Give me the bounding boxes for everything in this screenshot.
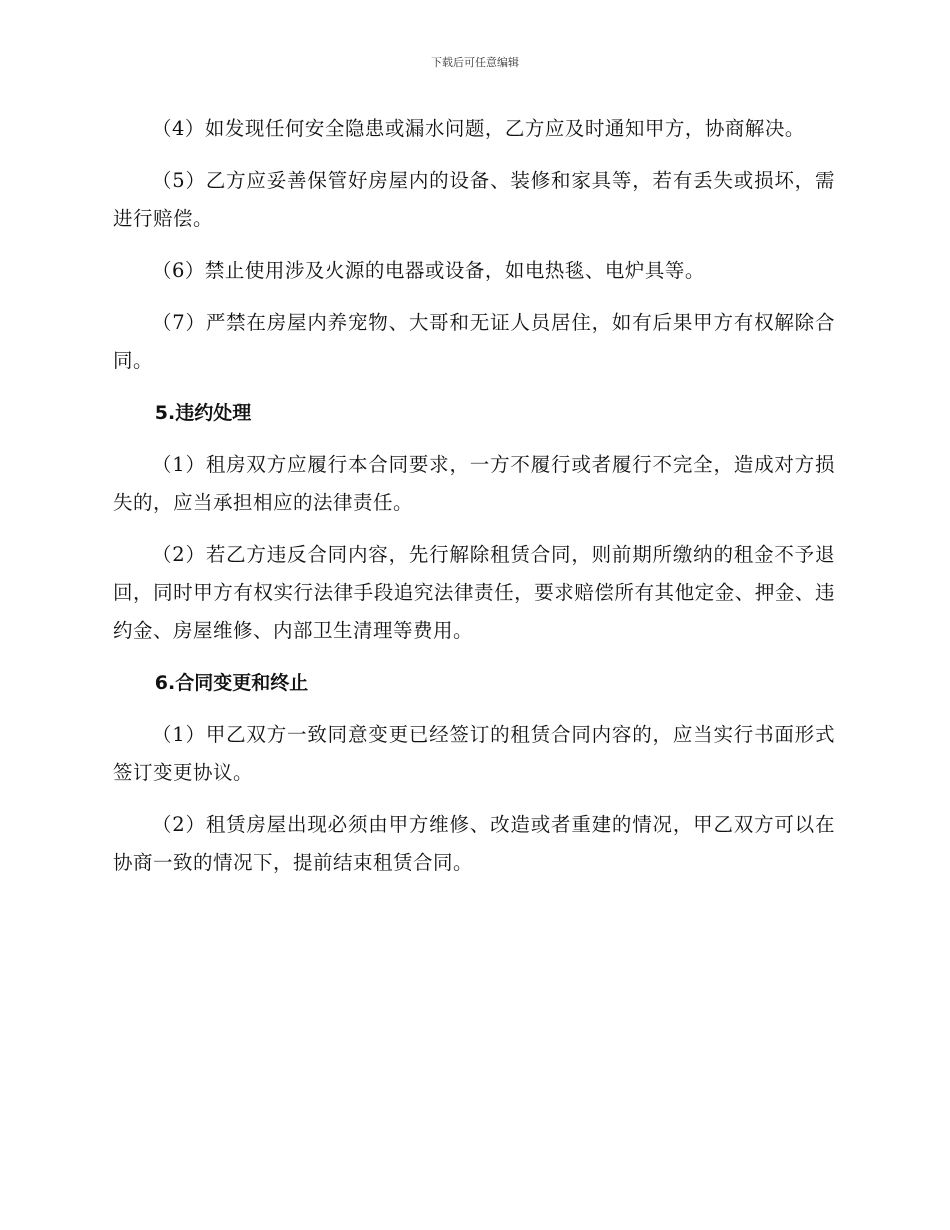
clause-4-6: （6）禁止使用涉及火源的电器或设备，如电热毯、电炉具等。 [152, 259, 705, 282]
clause-5-1: （1）租房双方应履行本合同要求，一方不履行或者履行不完全，造成对方损失的，应当承担相应的法律责任。 [113, 453, 835, 514]
clause-4-4: （4）如发现任何安全隐患或漏水问题，乙方应及时通知甲方，协商解决。 [152, 117, 805, 140]
clause-4-5: （5）乙方应妥善保管好房屋内的设备、装修和家具等，若有丢失或损坏，需进行赔偿。 [113, 169, 835, 230]
section-heading-breach: 5.违约处理 [154, 402, 252, 424]
clause-4-7: （7）严禁在房屋内养宠物、大哥和无证人员居住，如有后果甲方有权解除合同。 [113, 311, 835, 372]
clause-6-1: （1）甲乙双方一致同意变更已经签订的租赁合同内容的，应当实行书面形式签订变更协议。 [113, 723, 835, 784]
section-heading-change-termination: 6.合同变更和终止 [154, 672, 309, 694]
clause-6-2: （2）租赁房屋出现必须由甲方维修、改造或者重建的情况，甲乙双方可以在协商一致的情况下，提前结束租赁合同。 [113, 813, 835, 874]
document-body [113, 110, 835, 896]
page-header: 下载后可任意编辑 [431, 56, 519, 69]
clause-5-2: （2）若乙方违反合同内容，先行解除租赁合同，则前期所缴纳的租金不予退回，同时甲方有权实行法律手段追究法律责任，要求赔偿所有其他定金、押金、违约金、房屋维修、内部卫生清理等费用。 [113, 543, 835, 642]
